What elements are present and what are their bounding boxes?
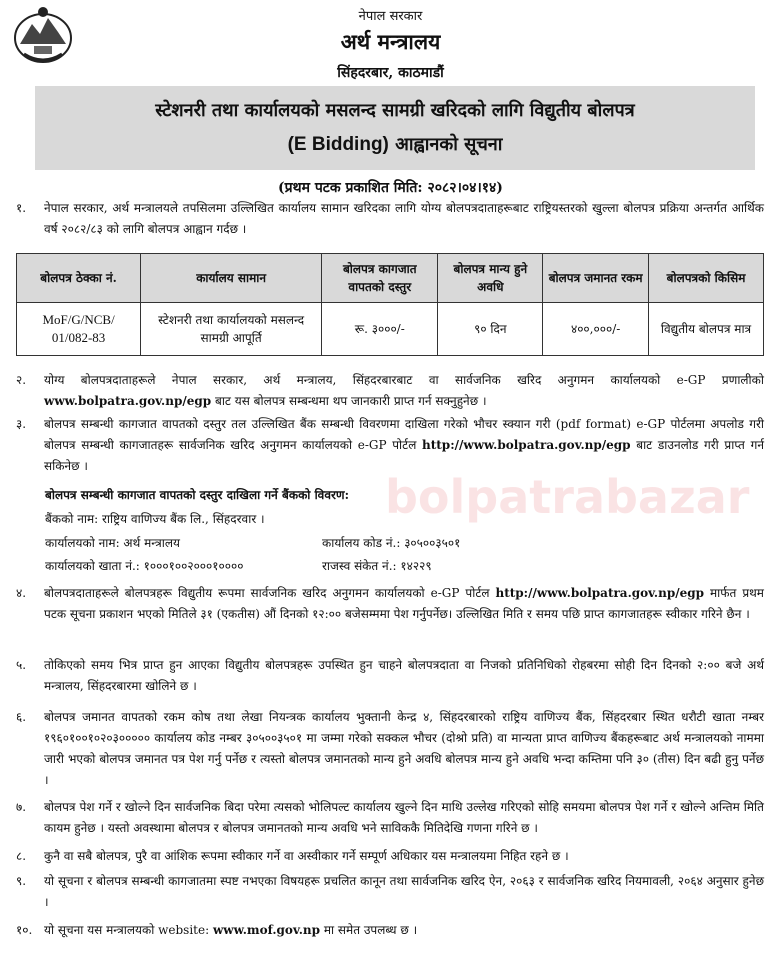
notice-title-banner [35, 86, 755, 170]
paragraph-text: बोलपत्र पेश गर्ने र खोल्ने दिन सार्वजनिक बिदा परेमा त्यसको भोलिपल्ट कार्यालय खुल्ने दिन माथि उल्लेख गरिएको सोहि समयमा बोलपत्र पेश गर्ने र खोल्ने अन्तिम मिति कायम हुनेछ । यस्तो अवस्थामा बोलपत्र र बोलपत्र जमानतको मान्य अवधि भने साविककै मितिदेखि गणना गरिने छ । [44, 800, 764, 835]
paragraph-6 [16, 707, 764, 791]
table-header: बोलपत्र ठेक्का नं. [17, 254, 141, 303]
office-code: कार्यालय कोड नं.: ३०५००३५०१ [322, 536, 461, 550]
paragraph-number: १०. [16, 923, 33, 937]
tender-table [16, 253, 764, 356]
paragraph-text-part: मार्फत प्रथम पटक सूचना प्रकाशन भएको मितिले ३१ (एकतीस) औं दिनको १२:०० बजेसम्ममा पेश गर्नुपर्नेछ। उल्लिखित मिति र समय पछि प्राप्त कागजातहरू स्वीकार गरिने छैन । [44, 586, 764, 621]
paragraph-number: ९. [16, 874, 27, 888]
notice-title-line2 [35, 122, 755, 156]
paragraph-text-part: बोलपत्रदाताहरूले बोलपत्रहरू विद्युतीय रूपमा सार्वजनिक खरिद अनुगमन कार्यालयको e-GP पोर्टल [44, 586, 496, 600]
paragraph-text [44, 583, 764, 625]
paragraph-7 [16, 797, 764, 839]
paragraph-number: ८. [16, 849, 27, 863]
egp-link[interactable]: http://www.bolpatra.gov.np/egp [422, 438, 631, 452]
paragraph-text-part: यो सूचना यस मन्त्रालयको website: [44, 923, 213, 937]
table-header: बोलपत्रको किसिम [649, 254, 764, 303]
paragraph-text [44, 920, 764, 941]
office-account-number: कार्यालयको खाता नं.: १०००१००२०००१०००० [45, 559, 244, 573]
table-header: कार्यालय सामान [141, 254, 322, 303]
table-header: बोलपत्र मान्य हुने अवधि [438, 254, 543, 303]
bank-details-heading: बोलपत्र सम्बन्धी कागजात वापतको दस्तुर दाखिला गर्ने बैंकको विवरण: [45, 488, 350, 502]
paragraph-text: तोकिएको समय भित्र प्राप्त हुन आएका विद्युतीय बोलपत्रहरू उपस्थित हुन चाहने बोलपत्रदाता वा निजको प्रतिनिधिको रोहबरमा सोही दिन दिनको २:०० बजे अर्थ मन्त्रालय, सिंहदरबारमा खोलिने छ । [44, 658, 764, 693]
table-cell: ४००,०००/- [543, 303, 649, 356]
ministry-address: सिंहदरबार, काठमाडौं [337, 65, 444, 81]
paragraph-9 [16, 871, 764, 913]
paragraph-10 [16, 920, 764, 941]
egp-link[interactable]: www.bolpatra.gov.np/egp [44, 394, 212, 408]
egp-link[interactable]: http://www.bolpatra.gov.np/egp [495, 586, 705, 600]
table-cell: MoF/G/NCB/ 01/082-83 [17, 303, 141, 356]
paragraph-number: ७. [16, 800, 27, 814]
paragraph-number: १. [16, 201, 27, 215]
mof-website-link[interactable]: www.mof.gov.np [212, 923, 320, 937]
paragraph-1 [16, 198, 764, 240]
paragraph-text [44, 370, 764, 412]
paragraph-text-part: बोलपत्र सम्बन्धी कागजात वापतको दस्तुर तल उल्लिखित बैंक सम्बन्धी विवरणमा दाखिला गरेको भौचर स्क्यान गरी (pdf format) e-GP पोर्टलमा अपलोड गरी बोलपत्र सम्बन्धी कागजातहरू सार्वजनिक खरिद अनुगमन कार्यालयको e-GP पोर्टल [44, 417, 764, 452]
paragraph-text: कुनै वा सबै बोलपत्र, पुरै वा आंशिक रूपमा स्वीकार गर्ने वा अस्वीकार गर्ने सम्पूर्ण अधिकार यस मन्त्रालयमा निहित रहने छ । [44, 849, 569, 863]
paragraph-number: ३. [16, 417, 27, 431]
table-row [17, 303, 764, 356]
government-name: नेपाल सरकार [358, 9, 423, 24]
table-cell: विद्युतीय बोलपत्र मात्र [649, 303, 764, 356]
paragraph-number: ४. [16, 586, 27, 600]
publication-date: (प्रथम पटक प्रकाशित मिति: २०८२।०४।१४) [278, 180, 503, 196]
paragraph-text-part: योग्य बोलपत्रदाताहरूले नेपाल सरकार, अर्थ मन्त्रालय, सिंहदरबारबाट वा सार्वजनिक खरिद अनुगमन कार्यालयको e-GP प्रणालीको [44, 373, 764, 387]
paragraph-text: बोलपत्र जमानत वापतको रकम कोष तथा लेखा नियन्त्रक कार्यालय भुक्तानी केन्द्र ४, सिंहदरबारको राष्ट्रिय वाणिज्य बैंक, सिंहदरबार स्थित धरौटी खाता नम्बर १९६०१००१०२०३००००० कार्यालय कोड नम्बर ३०५००३५०१ मा जम्मा गरेको सक्कल भौचर (दोश्रो प्रति) वा मान्यता प्राप्त वाणिज्य बैंकहरूबाट अर्थ मन्त्रालयको नाममा जारी भएको बोलपत्र जमानत पत्र पेश गर्नु पर्नेछ र त्यस्तो बोलपत्र जमानतको मान्य हुने अवधि बोलपत्र मान्य हुने अवधि भन्दा कम्तिमा पनि ३० (तीस) दिन बढी हुनु पर्नेछ । [44, 710, 764, 787]
paragraph-text [44, 414, 764, 477]
paragraph-5 [16, 655, 764, 697]
paragraph-text-part: मा समेत उपलब्ध छ । [320, 923, 418, 937]
ebidding-label: (E Bidding) [287, 134, 389, 155]
paragraph-text-part: बाट डाउनलोड गरी प्राप्त गर्न सकिनेछ । [44, 438, 764, 473]
paragraph-3 [16, 414, 764, 477]
office-name: कार्यालयको नाम: अर्थ मन्त्रालय [45, 536, 180, 550]
paragraph-text: यो सूचना र बोलपत्र सम्बन्धी कागजातमा स्पष्ट नभएका विषयहरू प्रचलित कानून तथा सार्वजनिक खरिद ऐन, २०६३ र सार्वजनिक खरिद नियमावली, २०६४ अनुसार हुनेछ । [44, 874, 764, 909]
table-header-row [17, 254, 764, 303]
ministry-name: अर्थ मन्त्रालय [340, 29, 441, 54]
paragraph-text-part: बाट यस बोलपत्र सम्बन्धमा थप जानकारी प्राप्त गर्न सक्नुहुनेछ । [211, 394, 487, 408]
paragraph-number: ५. [16, 658, 27, 672]
table-header: बोलपत्र कागजात वापतको दस्तुर [322, 254, 438, 303]
paragraph-number: ६. [16, 710, 27, 724]
bank-name: बैंकको नाम: राष्ट्रिय वाणिज्य बैंक लि., सिंहदरवार । [45, 512, 265, 526]
paragraph-4 [16, 583, 764, 625]
table-cell: रू. ३०००/- [322, 303, 438, 356]
paragraph-text: नेपाल सरकार, अर्थ मन्त्रालयले तपसिलमा उल्लिखित कार्यालय सामान खरिदका लागि योग्य बोलपत्रदाताहरूबाट राष्ट्रियस्तरको खुल्ला बोलपत्र प्रक्रिया अन्तर्गत आर्थिक वर्ष २०८२/८३ को लागि बोलपत्र आह्वान गर्दछ । [44, 201, 764, 236]
revenue-code: राजस्व संकेत नं.: १४२२९ [322, 559, 432, 573]
table-cell: स्टेशनरी तथा कार्यालयको मसलन्द सामग्री आपूर्ति [141, 303, 322, 356]
table-header: बोलपत्र जमानत रकम [543, 254, 649, 303]
table-cell: ९० दिन [438, 303, 543, 356]
notice-title-line1: स्टेशनरी तथा कार्यालयको मसलन्द सामग्री खरिदको लागि विद्युतीय बोलपत्र [155, 100, 635, 121]
watermark-logo: bolpatrabazar [385, 470, 750, 524]
paragraph-number: २. [16, 373, 27, 387]
paragraph-8 [16, 846, 764, 867]
paragraph-2 [16, 370, 764, 412]
notice-label: आह्वानको सूचना [395, 134, 503, 155]
